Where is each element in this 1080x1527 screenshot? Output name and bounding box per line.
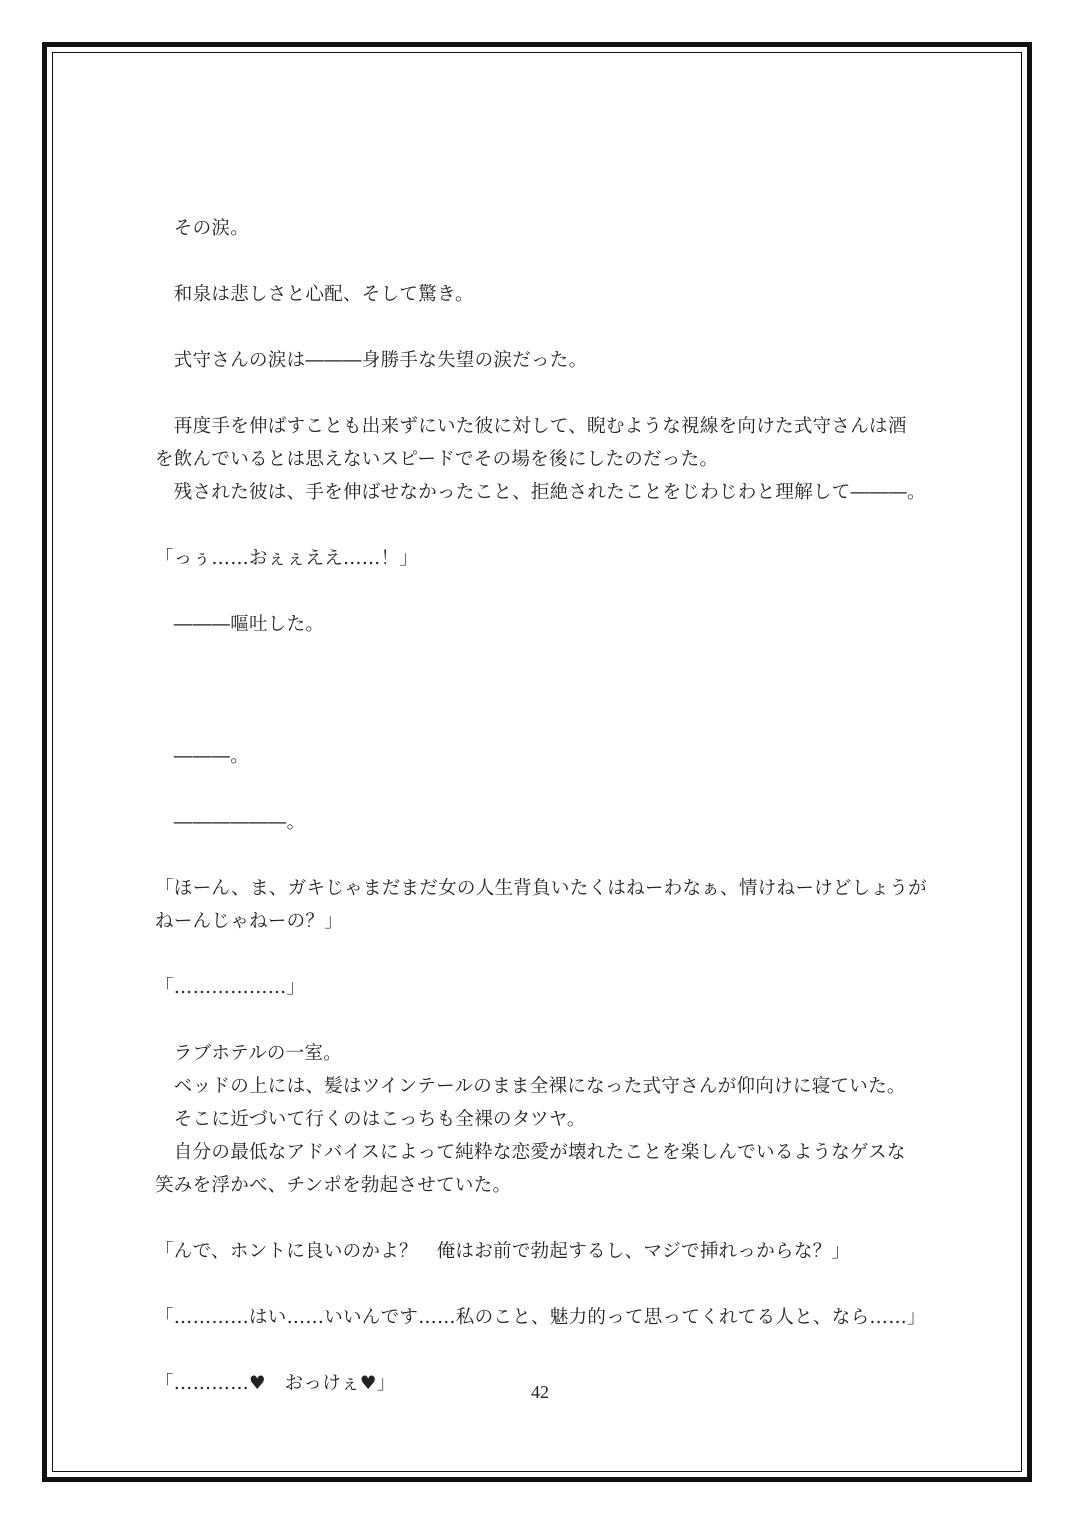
text-line <box>155 1268 935 1301</box>
text-line <box>155 1004 935 1037</box>
text-line: ―――。 <box>155 746 250 767</box>
text-line <box>155 311 935 344</box>
text-line <box>155 1334 935 1367</box>
text-line <box>155 641 935 674</box>
text-line: 「ほーん、ま、ガキじゃまだまだ女の人生背負いたくはねーわなぁ、情けねーけどしょうが <box>155 878 927 899</box>
text-line <box>155 509 935 542</box>
text-line <box>155 674 935 707</box>
text-line: 和泉は悲しさと心配、そして驚き。 <box>155 284 474 305</box>
text-line <box>155 938 935 971</box>
text-line: 自分の最低なアドバイスによって純粋な恋愛が壊れたことを楽しんでいるようなゲスな <box>155 1142 906 1163</box>
text-line: 「んで、ホントに良いのかよ？ 俺はお前で勃起するし、マジで挿れっからな？」 <box>155 1241 851 1262</box>
page-number: 42 <box>531 1382 549 1402</box>
text-line: ―――嘔吐した。 <box>155 614 325 635</box>
text-line: 「っぅ……おぇぇええ……！」 <box>155 548 419 569</box>
text-line: ベッドの上には、髪はツインテールのまま全裸になった式守さんが仰向けに寝ていた。 <box>155 1076 906 1097</box>
text-line <box>155 707 935 740</box>
text-line <box>155 839 935 872</box>
text-line: 「………………」 <box>155 977 306 998</box>
text-line: 笑みを浮かべ、チンポを勃起させていた。 <box>155 1175 512 1196</box>
text-line: そこに近づいて行くのはこっちも全裸のタツヤ。 <box>155 1109 586 1130</box>
text-line: 「…………はい……いいんです……私のこと、魅力的って思ってくれてる人と、なら……」 <box>155 1307 926 1328</box>
text-line <box>155 773 935 806</box>
text-line: ラブホテルの一室。 <box>155 1043 343 1064</box>
text-line: 再度手を伸ばすことも出来ずにいた彼に対して、睨むような視線を向けた式守さんは酒 <box>155 416 907 437</box>
text-line: 「…………♥ おっけぇ♥」 <box>155 1373 396 1394</box>
text-line <box>155 377 935 410</box>
text-line: 残された彼は、手を伸ばせなかったこと、拒絶されたことをじわじわと理解して―――。 <box>155 482 926 503</box>
text-line: ――――――。 <box>155 812 306 833</box>
text-line: ねーんじゃねーの？」 <box>155 911 344 932</box>
text-line <box>155 575 935 608</box>
text-line: その涙。 <box>155 218 250 239</box>
body-text <box>155 212 935 1400</box>
text-line: 式守さんの涙は―――身勝手な失望の涙だった。 <box>155 350 588 371</box>
text-line: を飲んでいるとは思えないスピードでその場を後にしたのだった。 <box>155 449 719 470</box>
text-line <box>155 245 935 278</box>
text-line <box>155 1202 935 1235</box>
